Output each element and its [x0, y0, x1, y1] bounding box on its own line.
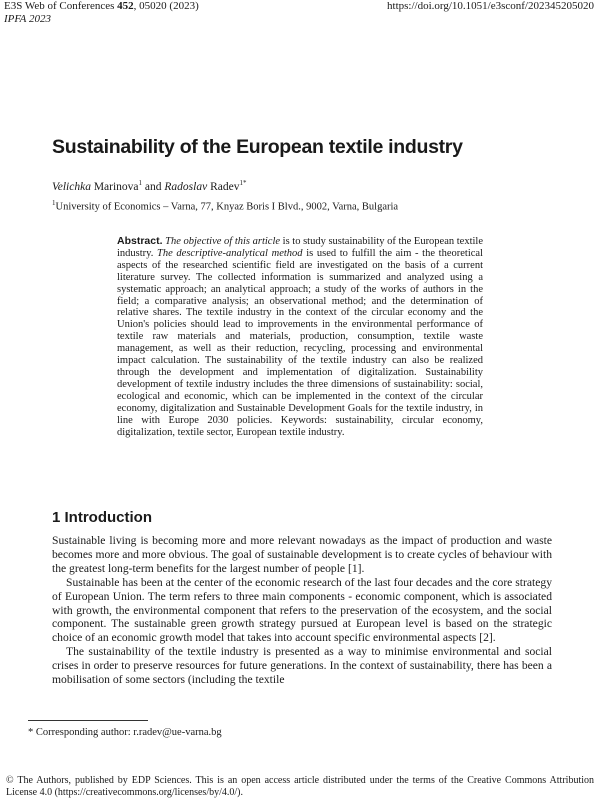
affiliation-mark: 1 — [52, 199, 56, 207]
body-paragraph: Sustainable has been at the center of the economic research of the last four decades and the core strategy of European Union. The term refers to three main components - economic component, which is associated with growth, the environmental component that refers to the preservation of the ecosystem, and the social component. The sustainable green growth strategy pursued at European level is based on the strategic choice of an economic growth model that takes into account specific environmental aspects [2]. — [52, 575, 552, 645]
section-heading: 1 Introduction — [52, 509, 152, 526]
author-1-last-name: Marinova — [90, 180, 139, 193]
author-separator: and — [142, 180, 165, 193]
author-list — [52, 179, 246, 193]
author-2-affiliation-mark: 1* — [239, 179, 247, 187]
abstract — [117, 236, 483, 438]
footnote-divider — [28, 720, 148, 721]
section-body — [52, 534, 552, 687]
article-id-sep: , — [133, 0, 137, 12]
journal-name: E3S Web of Conferences — [4, 0, 115, 12]
corresponding-author-footnote: * Corresponding author: r.radev@ue-varna.bg — [28, 727, 222, 738]
conference-name: IPFA 2023 — [4, 13, 51, 25]
journal-citation — [4, 0, 199, 13]
author-1-first-name: Velichka — [52, 180, 91, 193]
author-1-affiliation-mark: 1 — [138, 179, 143, 187]
article-id: 05020 — [139, 0, 167, 12]
running-header — [4, 0, 199, 26]
journal-year: (2023) — [169, 0, 199, 12]
abstract-text-1: is to study sustainability of the European textile industry. — [117, 236, 483, 259]
abstract-italic-objective: The objective of this article — [165, 236, 281, 247]
author-2-last-name: Radev — [207, 180, 240, 193]
affiliation — [52, 199, 398, 213]
paper-title: Sustainability of the European textile industry — [52, 136, 463, 158]
affiliation-text: University of Economics – Varna, 77, Knyaz Boris I Blvd., 9002, Varna, Bulgaria — [55, 201, 399, 213]
abstract-italic-method: The descriptive-analytical method — [157, 247, 303, 259]
abstract-text-2: is used to fulfill the aim - the theoretical aspects of the researched scientific field are investigated on the basis of a current literature survey. The collected information is summarized and analyzed using a systematic approach; an analytical approach; a study of the works of authors in the field; a comparative analysis; an observational method; and the determination of relative shares. The textile industry in the context of the circular economy and the Union's policies should lead to improvements in the environmental performance of textile raw materials and materials, production, consumption, textile waste management, as well as their reduction, recycling, processing and environmental impact calculation. The sustainability of the textile industry can also be realized through the development and implementation of digitalization. Sustainability development of textile industry includes the three dimensions of sustainability: social, ecological and economic, which can be implemented in the context of the circular economy, digitalization and Sustainable Development Goals for the textile industry, in line with Europe 2030 policies. Keywords: sustainability, circular economy, digitalization, textile sector, European textile industry. — [117, 247, 483, 438]
body-paragraph: Sustainable living is becoming more and more relevant nowadays as the impact of production and waste becomes more and more obvious. The goal of sustainable development is to create cycles of behaviour with the greatest long-term benefits for the largest number of people [1]. — [52, 534, 552, 575]
doi-link[interactable]: https://doi.org/10.1051/e3sconf/202345205020 — [387, 0, 594, 12]
license-footer: © The Authors, published by EDP Sciences. This is an open access article distributed under the terms of the Creative Commons Attribution License 4.0 (https://creativecommons.org/licenses/by/4.0/). — [6, 775, 594, 798]
body-paragraph: The sustainability of the textile industry is presented as a way to minimise environmental and social crises in order to preserve resources for future generations. In the context of sustainability, there has been a mobilisation of some sectors (including the textile — [52, 645, 552, 687]
author-2-first-name: Radoslav — [164, 180, 208, 193]
abstract-label: Abstract. — [117, 235, 163, 247]
journal-volume: 452 — [117, 0, 134, 12]
